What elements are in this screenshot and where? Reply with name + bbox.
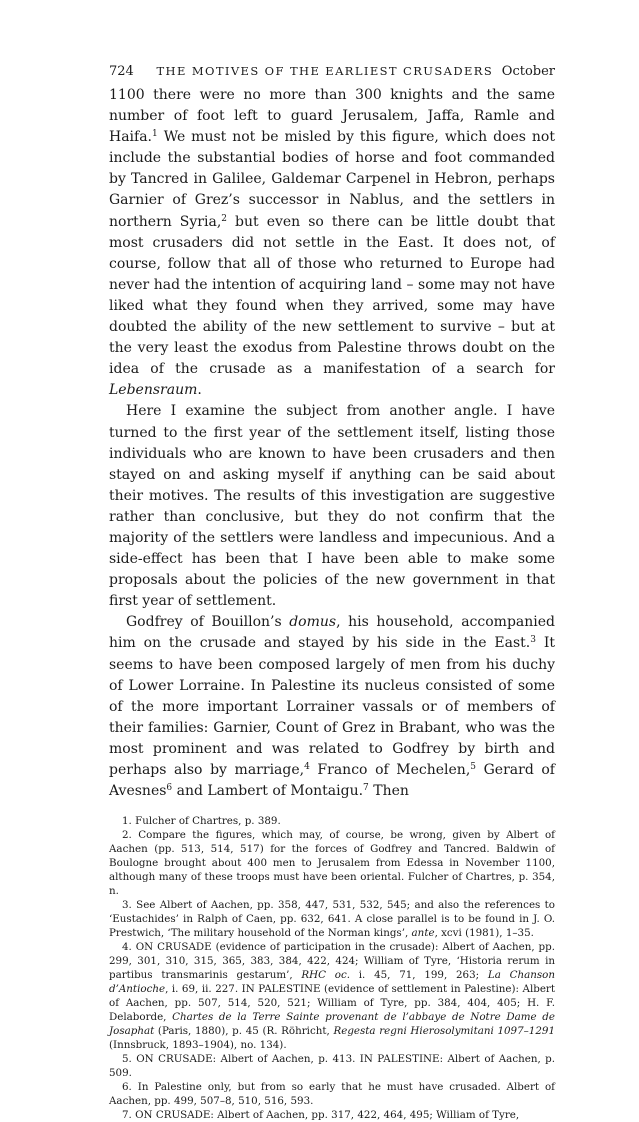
text-run: Franco of Mechelen, (309, 762, 471, 778)
book-page (109, 62, 555, 1122)
footnote-4 (109, 940, 555, 1052)
footnote-ref-6: 6 (166, 783, 173, 794)
text-run: (Paris, 1880), p. 45 (R. Röhricht, (154, 1025, 334, 1038)
text-run: , xcvi (1981), 1–35. (434, 927, 534, 940)
text-run: Gerard of Avesnes (109, 762, 555, 800)
text-run: It seems to have been composed largely of men from his duchy of Lower Lorraine. In Palestine its nucleus consisted of some of the more important Lorrainer vassals or of members of their families: Garnier, Count of Grez in Brabant, who was the most prominent and was related to Godfrey by birth and perhaps also by marriage, (109, 635, 555, 778)
emphasis: Chartes de la Terre Sainte provenant de l’abbaye de Notre Dame de Josaphat (109, 1011, 555, 1038)
text-run: (Innsbruck, 1893–1904), no. 134). (109, 1039, 287, 1052)
header-month: October (501, 64, 555, 79)
emphasis: Regesta regni Hierosolymitani 1097–1291 (333, 1025, 556, 1038)
text-run: 1100 there were no more than 300 knights and the same number of foot left to guard Jerusalem, Jaffa, Ramle and Haifa. (109, 87, 555, 146)
running-header (109, 62, 555, 81)
text-run: and Lambert of Montaigu. (172, 783, 364, 800)
emphasis: Lebensraum (109, 382, 198, 399)
paragraph-2: Here I examine the subject from another angle. I have turned to the first year of the settlement itself, listing those individuals who are known to have been crusaders and then stayed on and asking myself if anything can be said about their motives. The results of this investigation are suggestive rather than conclusive, but they do not confirm that the majority of the settlers were landless and impecunious. And a side-effect has been that I have been able to make some proposals about the policies of the new government in that first year of settlement. (109, 403, 555, 610)
running-title: THE MOTIVES OF THE EARLIEST CRUSADERS (156, 64, 494, 78)
footnote-3 (109, 898, 555, 940)
footnote-ref-5: 5 (470, 762, 477, 772)
emphasis: RHC oc. (301, 969, 350, 982)
emphasis: ante (411, 927, 435, 940)
emphasis: domus (289, 614, 337, 631)
text-run: i. 45, 71, 199, 263; (350, 969, 488, 982)
footnote-1: 1. Fulcher of Chartres, p. 389. (122, 815, 281, 828)
footnote-ref-4: 4 (304, 762, 310, 772)
text-run: Then (368, 783, 409, 800)
emphasis: La Chanson d’Antioche (109, 969, 555, 996)
paragraph-3 (109, 612, 555, 802)
footnote-ref-7: 7 (363, 783, 369, 794)
footnotes (109, 814, 555, 1122)
page-number: 724 (109, 64, 134, 79)
text-run: 3. See Albert of Aachen, pp. 358, 447, 531, 532, 545; and also the references to ‘Eustachides’ in Ralph of Caen, pp. 632, 641. A close parallel is to be found in J. O. Prestwich, ‘The military household of the Norman kings’, (109, 899, 555, 940)
footnote-ref-2: 2 (221, 213, 228, 224)
text-run: Godfrey of Bouillon’s (126, 614, 290, 631)
text-run: 2. Compare the figures, which may, of course, be wrong, given by Albert of Aachen (pp. 513, 514, 517) for the forces of Godfrey and Tancred. Baldwin of Boulogne brought about 400 men to Jerusalem from Edessa in November 1100, although many of these troops must have been oriental. Fulcher of Chartres, p. 354, n. (109, 829, 555, 898)
paragraph-1 (109, 85, 555, 401)
text-run: , his household, accompanied him on the crusade and stayed by his side in the East. (109, 614, 555, 652)
footnote-2 (109, 828, 555, 898)
text-run: but even so there can be little doubt that most crusaders did not settle in the East. It does not, of course, follow that all of those who returned to Europe had never had the intention of acquiring land – some may not have liked what they found when they arrived, some may have doubted the ability of the new settlement to survive – but at the very least the exodus from Palestine throws doubt on the idea of the crusade as a manifestation of a search for (109, 213, 555, 378)
text-run: 4. ON CRUSADE (evidence of participation in the crusade): Albert of Aachen, pp. 299, 301, 310, 315, 365, 383, 384, 422, 424; William of Tyre, ‘Historia rerum in partibus transmarinis gestarum’, (109, 941, 555, 982)
footnote-6: 6. In Palestine only, but from so early that he must have crusaded. Albert of Aachen, pp. 499, 507–8, 510, 516, 593. (109, 1081, 555, 1108)
body-text (109, 85, 555, 802)
footnote-ref-1: 1 (152, 129, 158, 140)
footnote-7: 7. ON CRUSADE: Albert of Aachen, pp. 317, 422, 464, 495; William of Tyre, (122, 1109, 520, 1122)
footnote-ref-3: 3 (530, 635, 536, 646)
text-run: . (197, 382, 202, 399)
text-run: , i. 69, ii. 227. IN PALESTINE (evidence of settlement in Palestine): Albert of Aachen, pp. 507, 514, 520, 521; William of Tyre, pp. 384, 404, 405; H. F. Delaborde, (109, 983, 555, 1024)
text-run: We must not be misled by this figure, which does not include the substantial bodies of horse and foot commanded by Tancred in Galilee, Galdemar Carpenel in Hebron, perhaps Garnier of Grez’s successor in Nablus, and the settlers in northern Syria, (109, 129, 555, 230)
footnote-5: 5. ON CRUSADE: Albert of Aachen, p. 413. IN PALESTINE: Albert of Aachen, p. 509. (109, 1053, 555, 1080)
